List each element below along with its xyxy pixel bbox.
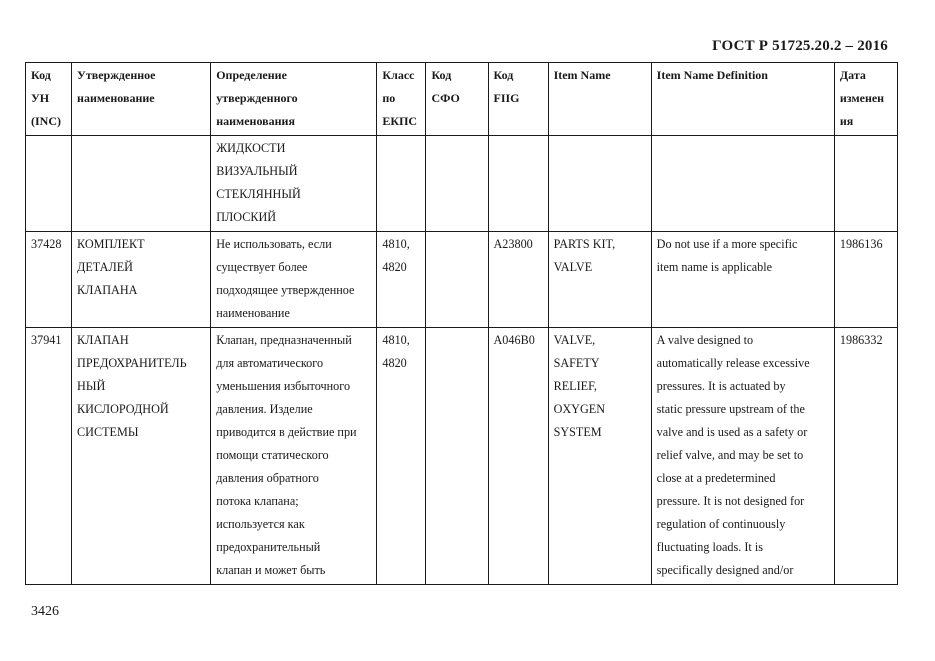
cell-line: automatically release excessive: [656, 356, 810, 370]
cell-line: 1986136: [839, 237, 883, 251]
cell-line: (INC): [31, 114, 61, 128]
cell-fiig-code: [488, 328, 548, 585]
cell-line: A valve designed to: [656, 333, 754, 347]
cell-line: ПЛОСКИЙ: [216, 210, 277, 224]
cell-line: для автоматического: [216, 356, 324, 370]
cell-approved-name: [72, 136, 211, 232]
cell-line: VALVE,: [553, 333, 596, 347]
cell-line: close at a predetermined: [656, 471, 776, 485]
cell-definition: [211, 136, 377, 232]
cell-line: 4810,: [382, 333, 410, 347]
cell-line: ия: [839, 114, 854, 128]
nomenclature-table: [25, 62, 898, 585]
cell-line: КЛАПАН: [77, 333, 129, 347]
cell-line: static pressure upstream of the: [656, 402, 805, 416]
cell-line: FIIG: [493, 91, 520, 105]
cell-line: Утвержденное: [77, 68, 156, 82]
cell-line: Do not use if a more specific: [656, 237, 798, 251]
cell-line: используется как: [216, 517, 305, 531]
cell-item-definition: [651, 328, 834, 585]
cell-ekps-class: [377, 136, 426, 232]
cell-line: утвержденного: [216, 91, 298, 105]
cell-line: PARTS KIT,: [553, 237, 616, 251]
cell-line: СИСТЕМЫ: [77, 425, 139, 439]
header-item-name: [548, 63, 651, 136]
cell-line: КОМПЛЕКТ: [77, 237, 145, 251]
cell-line: RELIEF,: [553, 379, 597, 393]
cell-line: OXYGEN: [553, 402, 606, 416]
cell-line: давления. Изделие: [216, 402, 313, 416]
cell-line: Item Name: [553, 68, 611, 82]
header-sfo-code: [426, 63, 488, 136]
cell-change-date: [834, 328, 897, 585]
cell-item-name: [548, 328, 651, 585]
header-fiig-code: [488, 63, 548, 136]
cell-ekps-class: [377, 232, 426, 328]
header-change-date: [834, 63, 897, 136]
page-number: 3426: [31, 604, 59, 619]
cell-line: SAFETY: [553, 356, 600, 370]
cell-line: 4810,: [382, 237, 410, 251]
cell-line: Дата: [839, 68, 866, 82]
table-row: [26, 328, 898, 585]
cell-change-date: [834, 136, 897, 232]
cell-line: Код: [493, 68, 514, 82]
cell-line: 4820: [382, 356, 407, 370]
cell-line: A23800: [493, 237, 533, 251]
cell-sfo-code: [426, 232, 488, 328]
cell-line: клапан и может быть: [216, 563, 326, 577]
cell-line: Определение: [216, 68, 287, 82]
cell-line: ВИЗУАЛЬНЫЙ: [216, 164, 298, 178]
cell-sfo-code: [426, 136, 488, 232]
cell-line: потока клапана;: [216, 494, 299, 508]
cell-inc: [26, 328, 72, 585]
header-name-definition: [211, 63, 377, 136]
cell-inc: [26, 136, 72, 232]
cell-line: Код: [431, 68, 452, 82]
cell-line: приводится в действие при: [216, 425, 357, 439]
cell-fiig-code: [488, 232, 548, 328]
cell-line: Код: [31, 68, 51, 82]
cell-line: предохранительный: [216, 540, 321, 554]
cell-line: наименования: [216, 114, 295, 128]
cell-line: item name is applicable: [656, 260, 773, 274]
cell-line: ДЕТАЛЕЙ: [77, 260, 133, 274]
cell-change-date: [834, 232, 897, 328]
cell-line: наименование: [77, 91, 155, 105]
cell-line: 37941: [31, 333, 62, 347]
cell-line: pressure. It is not designed for: [656, 494, 805, 508]
cell-inc: [26, 232, 72, 328]
cell-line: Item Name Definition: [656, 68, 768, 82]
cell-line: Не использовать, если: [216, 237, 332, 251]
cell-line: 37428: [31, 237, 62, 251]
cell-line: valve and is used as a safety or: [656, 425, 808, 439]
cell-line: КЛАПАНА: [77, 283, 138, 297]
cell-line: помощи статического: [216, 448, 329, 462]
header-item-name-definition: [651, 63, 834, 136]
cell-line: СФО: [431, 91, 460, 105]
cell-line: 4820: [382, 260, 407, 274]
cell-line: ЖИДКОСТИ: [216, 141, 286, 155]
cell-line: НЫЙ: [77, 379, 106, 393]
cell-item-name: [548, 232, 651, 328]
table-row: [26, 136, 898, 232]
cell-line: по: [382, 91, 396, 105]
table-row: [26, 232, 898, 328]
cell-line: подходящее утвержденное: [216, 283, 355, 297]
cell-approved-name: [72, 232, 211, 328]
cell-line: fluctuating loads. It is: [656, 540, 763, 554]
cell-line: VALVE: [553, 260, 593, 274]
document-standard-header: ГОСТ Р 51725.20.2 – 2016: [712, 38, 888, 54]
cell-line: наименование: [216, 306, 290, 320]
cell-approved-name: [72, 328, 211, 585]
cell-line: A046B0: [493, 333, 535, 347]
cell-item-definition: [651, 232, 834, 328]
cell-line: 1986332: [839, 333, 883, 347]
cell-line: давления обратного: [216, 471, 319, 485]
cell-item-name: [548, 136, 651, 232]
cell-line: УН: [31, 91, 50, 105]
cell-line: СТЕКЛЯННЫЙ: [216, 187, 301, 201]
cell-line: specifically designed and/or: [656, 563, 794, 577]
cell-line: существует более: [216, 260, 308, 274]
cell-line: Класс: [382, 68, 415, 82]
cell-line: ПРЕДОХРАНИТЕЛЬ: [77, 356, 187, 370]
table-header-row: [26, 63, 898, 136]
header-approved-name: [72, 63, 211, 136]
header-ekps-class: [377, 63, 426, 136]
cell-definition: [211, 232, 377, 328]
cell-line: relief valve, and may be set to: [656, 448, 804, 462]
cell-item-definition: [651, 136, 834, 232]
cell-definition: [211, 328, 377, 585]
cell-fiig-code: [488, 136, 548, 232]
cell-ekps-class: [377, 328, 426, 585]
cell-line: ЕКПС: [382, 114, 418, 128]
cell-sfo-code: [426, 328, 488, 585]
cell-line: pressures. It is actuated by: [656, 379, 786, 393]
cell-line: уменьшения избыточного: [216, 379, 351, 393]
cell-line: Клапан, предназначенный: [216, 333, 352, 347]
cell-line: изменен: [839, 91, 885, 105]
cell-line: SYSTEM: [553, 425, 602, 439]
cell-line: regulation of continuously: [656, 517, 786, 531]
cell-line: КИСЛОРОДНОЙ: [77, 402, 169, 416]
header-inc: [26, 63, 72, 136]
